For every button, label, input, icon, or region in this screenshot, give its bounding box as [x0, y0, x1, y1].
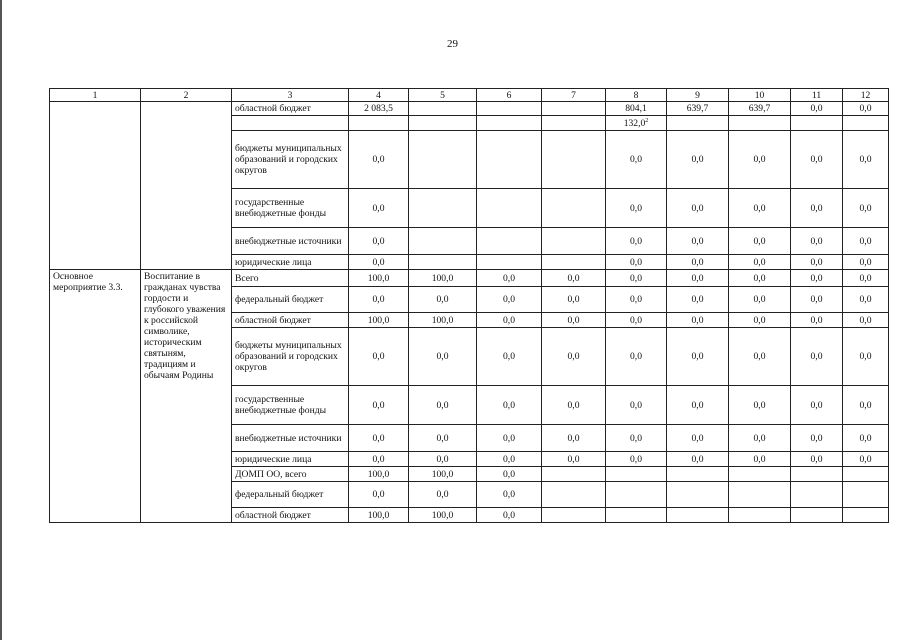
value-cell	[729, 287, 791, 313]
value-text: 100,0	[431, 509, 454, 521]
value-text: 0,0	[630, 202, 642, 214]
value-cell	[843, 508, 889, 523]
value-cell	[477, 313, 542, 328]
value-text: 0,0	[859, 351, 872, 362]
value-cell	[477, 287, 542, 313]
source-label: федеральный бюджет	[232, 287, 349, 313]
value-cell	[606, 189, 667, 228]
value-cell	[477, 508, 542, 523]
value-text: 0,0	[436, 453, 449, 465]
value-text: 0,0	[567, 314, 580, 326]
source-label: областной бюджет	[232, 102, 349, 116]
value-text: 0,0	[503, 351, 515, 362]
value-text: 0,0	[372, 256, 385, 268]
value-cell	[791, 270, 843, 287]
value-cell	[409, 131, 477, 189]
value-cell	[477, 328, 542, 386]
page-number: 29	[447, 38, 458, 50]
value-cell	[667, 270, 729, 287]
value-text: 0,0	[810, 235, 823, 247]
source-label	[232, 116, 349, 131]
value-text: 0,0	[810, 351, 823, 362]
value-text: 0,0	[753, 351, 766, 362]
value-cell	[843, 228, 889, 255]
value-text: 100,0	[367, 314, 390, 326]
value-cell	[791, 102, 843, 116]
value-cell	[606, 386, 667, 425]
column-header: 9	[667, 89, 729, 102]
value-text: 0,0	[810, 432, 823, 444]
value-cell	[409, 386, 477, 425]
value-text: 0,0	[859, 272, 872, 284]
source-label: ДОМП ОО, всего	[232, 467, 349, 482]
value-cell	[667, 255, 729, 270]
value-text: 0,0	[630, 432, 642, 444]
value-cell	[349, 255, 409, 270]
header-row	[50, 89, 889, 102]
value-cell	[729, 425, 791, 452]
value-cell	[542, 386, 606, 425]
value-cell	[477, 228, 542, 255]
value-text: 0,0	[372, 432, 385, 444]
value-cell	[667, 452, 729, 467]
value-cell	[542, 131, 606, 189]
value-cell	[667, 131, 729, 189]
value-cell	[791, 508, 843, 523]
value-cell	[843, 102, 889, 116]
value-cell	[409, 482, 477, 508]
value-text: 0,0	[753, 294, 766, 305]
value-cell	[542, 508, 606, 523]
value-text: 0,0	[691, 235, 704, 247]
source-label: государственные внебюджетные фонды	[232, 189, 349, 228]
value-cell	[843, 328, 889, 386]
value-cell	[349, 386, 409, 425]
value-text: 100,0	[367, 468, 390, 480]
value-text: 0,0	[372, 351, 385, 362]
value-cell	[542, 116, 606, 131]
footnote-marker: 2	[645, 117, 649, 124]
empty-cell	[50, 102, 141, 270]
value-cell	[667, 116, 729, 131]
value-cell	[606, 482, 667, 508]
value-cell	[542, 328, 606, 386]
source-label: государственные внебюджетные фонды	[232, 386, 349, 425]
value-cell	[477, 467, 542, 482]
value-text: 0,0	[859, 202, 872, 214]
value-cell	[409, 102, 477, 116]
value-cell	[667, 228, 729, 255]
value-text: 100,0	[431, 468, 454, 480]
value-cell	[606, 102, 667, 116]
value-text: 0,0	[630, 256, 642, 268]
value-cell	[409, 189, 477, 228]
value-cell	[477, 102, 542, 116]
value-cell	[667, 508, 729, 523]
value-cell	[542, 313, 606, 328]
value-text: 0,0	[630, 235, 642, 247]
value-cell	[791, 189, 843, 228]
value-text: 0,0	[567, 294, 580, 305]
value-text: 0,0	[753, 272, 766, 284]
value-cell	[791, 255, 843, 270]
value-text: 0,0	[503, 432, 515, 444]
value-text: 0,0	[691, 453, 704, 465]
column-header: 4	[349, 89, 409, 102]
value-cell	[477, 131, 542, 189]
value-text: 0,0	[372, 202, 385, 214]
value-cell	[542, 102, 606, 116]
value-text: 0,0	[810, 103, 823, 114]
value-text: 0,0	[372, 154, 385, 165]
budget-table	[49, 88, 889, 523]
empty-cell	[141, 102, 232, 270]
value-cell	[729, 482, 791, 508]
value-text: 0,0	[859, 256, 872, 268]
value-text: 0,0	[503, 489, 515, 500]
value-text: 0,0	[503, 399, 515, 411]
source-label: федеральный бюджет	[232, 482, 349, 508]
value-cell	[606, 508, 667, 523]
value-cell	[791, 425, 843, 452]
column-header: 12	[843, 89, 889, 102]
value-text: 0,0	[753, 432, 766, 444]
value-cell	[729, 102, 791, 116]
value-cell	[729, 131, 791, 189]
table-row	[50, 102, 889, 116]
value-cell	[729, 313, 791, 328]
value-text: 132,0	[623, 117, 646, 129]
value-text: 100,0	[431, 314, 454, 326]
value-cell	[843, 452, 889, 467]
value-cell	[542, 452, 606, 467]
value-cell	[409, 116, 477, 131]
value-text: 0,0	[503, 468, 515, 480]
value-text: 0,0	[372, 453, 385, 465]
value-cell	[349, 328, 409, 386]
value-cell	[477, 482, 542, 508]
value-cell	[729, 386, 791, 425]
value-text: 0,0	[810, 272, 823, 284]
value-text: 0,0	[630, 154, 642, 165]
value-cell	[542, 287, 606, 313]
value-cell	[349, 508, 409, 523]
value-cell	[791, 287, 843, 313]
value-cell	[349, 270, 409, 287]
value-text: 0,0	[567, 399, 580, 411]
value-text: 100,0	[367, 272, 390, 284]
value-text: 0,0	[630, 351, 642, 362]
value-text: 0,0	[753, 453, 766, 465]
value-text: 0,0	[859, 453, 872, 465]
value-cell	[791, 131, 843, 189]
value-text: 0,0	[372, 235, 385, 247]
value-text: 0,0	[567, 351, 580, 362]
value-text: 0,0	[436, 351, 449, 362]
value-cell	[409, 328, 477, 386]
value-cell	[667, 425, 729, 452]
column-header: 7	[542, 89, 606, 102]
value-text: 804,1	[625, 103, 647, 114]
value-cell	[349, 228, 409, 255]
value-cell	[349, 189, 409, 228]
value-cell	[477, 425, 542, 452]
value-cell	[729, 452, 791, 467]
value-cell	[349, 467, 409, 482]
value-text: 639,7	[686, 103, 709, 114]
value-text: 0,0	[691, 351, 704, 362]
value-cell	[843, 425, 889, 452]
source-label: бюджеты муниципальных образований и городских округов	[232, 131, 349, 189]
value-cell	[606, 255, 667, 270]
value-cell	[349, 482, 409, 508]
value-text: 0,0	[567, 453, 580, 465]
value-text: 0,0	[691, 399, 704, 411]
value-cell	[349, 452, 409, 467]
value-text: 0,0	[753, 256, 766, 268]
column-header: 6	[477, 89, 542, 102]
value-text: 0,0	[810, 294, 823, 305]
value-text: 0,0	[567, 272, 580, 284]
source-label: областной бюджет	[232, 313, 349, 328]
value-text: 0,0	[436, 432, 449, 444]
value-text: 0,0	[810, 314, 823, 326]
value-cell	[843, 467, 889, 482]
value-text: 0,0	[691, 314, 704, 326]
source-label: юридические лица	[232, 255, 349, 270]
value-text: 0,0	[753, 399, 766, 411]
column-header: 2	[141, 89, 232, 102]
value-text: 0,0	[810, 399, 823, 411]
value-cell	[477, 270, 542, 287]
value-cell	[606, 313, 667, 328]
value-cell	[729, 508, 791, 523]
value-cell	[843, 313, 889, 328]
value-cell	[409, 425, 477, 452]
value-cell	[606, 116, 667, 131]
value-cell	[409, 508, 477, 523]
table-row	[50, 270, 889, 287]
value-cell	[843, 270, 889, 287]
value-cell	[606, 467, 667, 482]
value-text: 0,0	[630, 294, 642, 305]
value-text: 0,0	[753, 202, 766, 214]
value-cell	[542, 189, 606, 228]
value-text: 0,0	[630, 453, 642, 465]
source-label: внебюджетные источники	[232, 228, 349, 255]
value-cell	[606, 270, 667, 287]
value-cell	[542, 255, 606, 270]
value-cell	[791, 116, 843, 131]
value-cell	[729, 467, 791, 482]
value-cell	[667, 102, 729, 116]
value-text: 0,0	[436, 489, 449, 500]
value-cell	[791, 467, 843, 482]
value-cell	[667, 386, 729, 425]
value-text: 0,0	[691, 202, 704, 214]
column-header: 3	[232, 89, 349, 102]
value-text: 0,0	[859, 399, 872, 411]
value-cell	[477, 386, 542, 425]
value-text: 0,0	[691, 294, 704, 305]
value-cell	[409, 255, 477, 270]
value-text: 0,0	[503, 272, 515, 284]
value-cell	[542, 228, 606, 255]
value-cell	[843, 189, 889, 228]
value-text: 0,0	[372, 489, 385, 500]
value-cell	[477, 255, 542, 270]
value-text: 0,0	[630, 399, 642, 411]
source-label: Всего	[232, 270, 349, 287]
value-text: 639,7	[748, 103, 771, 114]
value-cell	[729, 228, 791, 255]
value-text: 100,0	[367, 509, 390, 521]
value-text: 0,0	[859, 235, 872, 247]
value-cell	[606, 287, 667, 313]
value-cell	[477, 189, 542, 228]
value-text: 0,0	[691, 256, 704, 268]
value-cell	[667, 287, 729, 313]
value-cell	[542, 425, 606, 452]
value-cell	[791, 228, 843, 255]
value-text: 0,0	[859, 314, 872, 326]
source-label: бюджеты муниципальных образований и городских округов	[232, 328, 349, 386]
value-text: 0,0	[753, 314, 766, 326]
column-header: 8	[606, 89, 667, 102]
value-cell	[729, 116, 791, 131]
value-cell	[729, 255, 791, 270]
value-text: 0,0	[691, 272, 704, 284]
value-cell	[791, 482, 843, 508]
value-cell	[843, 287, 889, 313]
value-cell	[409, 313, 477, 328]
value-text: 0,0	[691, 154, 704, 165]
value-cell	[667, 313, 729, 328]
event-description: Воспитание в гражданах чувства гордости и глубокого уважения к российской символике, историческим святыням, традициям и обычаям Родины	[141, 270, 232, 523]
value-cell	[791, 386, 843, 425]
scan-edge	[0, 0, 2, 640]
value-cell	[606, 425, 667, 452]
value-text: 0,0	[567, 432, 580, 444]
value-cell	[409, 467, 477, 482]
value-text: 0,0	[859, 154, 872, 165]
value-cell	[349, 116, 409, 131]
value-text: 0,0	[810, 256, 823, 268]
value-text: 0,0	[859, 103, 872, 114]
value-cell	[729, 270, 791, 287]
value-cell	[606, 228, 667, 255]
value-cell	[409, 287, 477, 313]
source-label: областной бюджет	[232, 508, 349, 523]
value-cell	[349, 287, 409, 313]
value-text: 0,0	[503, 294, 515, 305]
value-cell	[667, 482, 729, 508]
column-header: 10	[729, 89, 791, 102]
value-cell	[843, 386, 889, 425]
value-cell	[606, 452, 667, 467]
value-text: 0,0	[436, 399, 449, 411]
value-text: 0,0	[691, 432, 704, 444]
value-text: 0,0	[753, 235, 766, 247]
value-cell	[791, 452, 843, 467]
value-text: 0,0	[753, 154, 766, 165]
event-title: Основное мероприятие 3.3.	[50, 270, 141, 523]
value-cell	[409, 228, 477, 255]
value-text: 0,0	[630, 272, 642, 284]
value-cell	[542, 467, 606, 482]
value-text: 0,0	[503, 314, 515, 326]
value-cell	[477, 452, 542, 467]
value-text: 0,0	[436, 294, 449, 305]
value-cell	[791, 313, 843, 328]
value-cell	[843, 131, 889, 189]
value-cell	[729, 328, 791, 386]
value-cell	[542, 270, 606, 287]
value-text: 0,0	[372, 399, 385, 411]
value-cell	[667, 189, 729, 228]
value-text: 0,0	[630, 314, 642, 326]
value-cell	[542, 482, 606, 508]
value-text: 2 083,5	[364, 103, 393, 114]
value-cell	[606, 131, 667, 189]
column-header: 1	[50, 89, 141, 102]
value-cell	[729, 189, 791, 228]
column-header: 5	[409, 89, 477, 102]
value-cell	[349, 131, 409, 189]
value-cell	[667, 467, 729, 482]
source-label: юридические лица	[232, 452, 349, 467]
value-text: 0,0	[810, 202, 823, 214]
value-cell	[791, 328, 843, 386]
value-cell	[606, 328, 667, 386]
value-cell	[409, 452, 477, 467]
value-cell	[843, 255, 889, 270]
value-text: 0,0	[810, 154, 823, 165]
value-cell	[843, 482, 889, 508]
value-cell	[409, 270, 477, 287]
value-text: 0,0	[810, 453, 823, 465]
value-text: 0,0	[372, 294, 385, 305]
value-cell	[349, 425, 409, 452]
value-text: 0,0	[503, 453, 515, 465]
value-cell	[349, 313, 409, 328]
value-cell	[349, 102, 409, 116]
value-cell	[667, 328, 729, 386]
value-text: 0,0	[503, 509, 515, 521]
source-label: внебюджетные источники	[232, 425, 349, 452]
value-text: 0,0	[859, 432, 872, 444]
value-cell	[477, 116, 542, 131]
column-header: 11	[791, 89, 843, 102]
value-cell	[843, 116, 889, 131]
value-text: 100,0	[431, 272, 454, 284]
value-text: 0,0	[859, 294, 872, 305]
